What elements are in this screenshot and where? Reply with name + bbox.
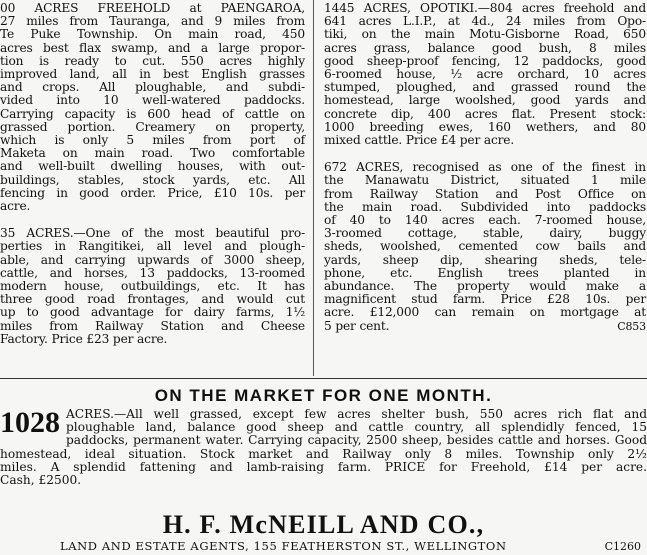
- text-line: paddocks, permanent water. Carrying capacity, 2500 sheep, besides cattle and horses. Good: [66, 433, 647, 448]
- text-line: cattle, and horses, 13 paddocks, 13-roomed: [0, 265, 305, 280]
- text-line: 672 ACRES, recognised as one of the finest in: [324, 160, 646, 175]
- right-column: [324, 2, 646, 333]
- text-line: Maketa on main road. Two comfortable: [0, 146, 305, 161]
- text-line: improved land, all in best English grasses: [0, 67, 305, 82]
- text-line: Factory. Price £23 per acre.: [0, 331, 168, 346]
- text-line: 35 ACRES.—One of the most beautiful pro-: [0, 226, 305, 241]
- text-line: ACRES.—All well grassed, except few acres shelter bush, 550 acres rich flat and: [66, 407, 647, 421]
- firm-address: LAND AND ESTATE AGENTS, 155 FEATHERSTON ST., WELLINGTON: [60, 539, 507, 553]
- text-line: Cash, £2500.: [0, 473, 82, 488]
- text-line: which is only 5 miles from port of: [0, 133, 305, 148]
- text-line: miles. A splendid fattening and lamb-raising farm. PRICE for Freehold, £14 per acre.: [0, 459, 647, 474]
- section-divider: [0, 378, 647, 379]
- listing-opotiki: [324, 2, 646, 147]
- text-line: buildings, stables, stock yards, etc. All: [0, 172, 305, 187]
- text-line: 1000 breeding ewes, 160 wethers, and 80: [324, 119, 646, 134]
- feature-listing: [0, 408, 647, 487]
- text-line: able, and carrying upwards of 3000 sheep,: [0, 252, 305, 267]
- text-line: Te Puke Township. On main road, 450: [0, 27, 305, 42]
- text-line: Carrying capacity is 600 head of cattle on: [0, 106, 305, 121]
- text-line: tion is ready to cut. 550 acres highly: [0, 53, 305, 68]
- text-line: concrete dip, 400 acres flat. Present stock:: [324, 106, 646, 121]
- text-line: three good road frontages, and would cut: [0, 292, 305, 307]
- text-line: ploughable land, balance good sheep and cattle country, all splendidly fenced, 15: [66, 420, 647, 435]
- text-line: mixed cattle. Price £4 per acre.: [324, 133, 515, 148]
- text-line: yards, sheep dip, shearing sheds, tele-: [324, 252, 646, 267]
- text-line: grassed portion. Creamery on property,: [0, 119, 305, 134]
- text-line: 6-roomed house, ½ acre orchard, 10 acres: [324, 67, 646, 82]
- text-line: acre.: [0, 199, 31, 214]
- text-line: acre. £12,000 can remain on mortgage at: [324, 305, 646, 320]
- column-divider: [313, 0, 314, 376]
- advert-code: C1260: [604, 540, 641, 553]
- text-line: abundance. The property would make a: [324, 279, 646, 294]
- banner-headline: ON THE MARKET FOR ONE MONTH.: [154, 386, 493, 405]
- text-line: vided into 10 well-watered paddocks.: [0, 93, 305, 108]
- text-line: stumped, ploughed, and grassed round the: [324, 80, 646, 95]
- text-line: 00 ACRES FREEHOLD at PAENGAROA,: [0, 1, 305, 15]
- text-line: magnificent stud farm. Price £28 10s. per: [324, 292, 646, 307]
- text-line: phone, etc. English trees planted in: [324, 265, 646, 280]
- text-line: up to good advantage for dairy farms, 1½: [0, 305, 305, 320]
- listing-rangitikei: [0, 227, 305, 346]
- text-line: 641 acres L.I.P., at 4d., 24 miles from Opo-: [324, 14, 646, 29]
- listing-manawatu: [324, 161, 646, 333]
- firm-name: H. F. McNEILL AND CO.,: [162, 510, 485, 539]
- left-column: [0, 2, 305, 346]
- feature-acreage: 1028: [0, 406, 60, 439]
- text-line: miles from Railway Station and Cheese: [0, 318, 305, 333]
- text-line: 1445 ACRES, OPOTIKI.—804 acres freehold and: [324, 1, 646, 15]
- text-line: fencing in good order. Price, £10 10s. per: [0, 185, 305, 200]
- listing-code: C853: [617, 319, 646, 333]
- text-line: sheds, woolshed, cemented cow bails and: [324, 239, 646, 254]
- text-line: 27 miles from Tauranga, and 9 miles from: [0, 14, 305, 29]
- text-line: and crops. All ploughable, and subdi-: [0, 80, 305, 95]
- text-line: homestead, large woolshed, good yards and: [324, 93, 646, 108]
- text-line: modern house, outbuildings, etc. It has: [0, 279, 305, 294]
- text-line: acres grass, balance good bush, 8 miles: [324, 40, 646, 55]
- text-line: acres best flax swamp, and a large propor-: [0, 40, 305, 55]
- text-line: good sheep-proof fencing, 12 paddocks, good: [324, 53, 646, 68]
- text-line: of 40 to 140 acres each. 7-roomed house,: [324, 213, 646, 228]
- text-line: tiki, on the main Motu-Gisborne Road, 650: [324, 27, 646, 42]
- text-line: 5 per cent. C853: [324, 318, 646, 333]
- text-line: from Railway Station and Post Office on: [324, 186, 646, 201]
- text-line: the main road. Subdivided into paddocks: [324, 199, 646, 214]
- text-line: perties in Rangitikei, all level and plough-: [0, 239, 305, 254]
- text-line: and well-built dwelling houses, with out-: [0, 159, 305, 174]
- text-line: 3-roomed cottage, stable, dairy, buggy: [324, 226, 646, 241]
- text-line: the Manawatu District, situated 1 mile: [324, 173, 646, 188]
- listing-paengaroa: [0, 2, 305, 213]
- text-line: homestead, ideal situation. Stock market and Railway only 8 miles. Township only 2½: [0, 446, 647, 461]
